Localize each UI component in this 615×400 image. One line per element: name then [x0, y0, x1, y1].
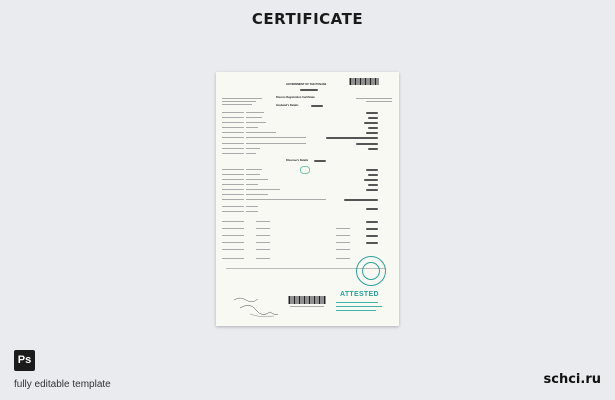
urdu-row-label	[366, 112, 378, 114]
form-row	[256, 221, 270, 222]
form-row	[222, 132, 244, 133]
form-row	[222, 127, 244, 128]
attest-seal-icon	[356, 256, 386, 286]
divorcee-details-heading: Divorcee's Details	[286, 159, 309, 162]
urdu-row-label	[366, 132, 378, 134]
urdu-divorcee-heading	[314, 160, 326, 162]
form-row	[336, 228, 350, 229]
form-row	[222, 117, 244, 118]
gov-title: GOVERNMENT OF THE PUNJAB	[286, 83, 327, 86]
form-row	[222, 148, 244, 149]
attested-stamp: ATTESTED	[340, 291, 379, 298]
form-row	[246, 148, 260, 149]
urdu-row-label	[368, 184, 378, 186]
form-row	[222, 174, 244, 175]
form-row	[246, 189, 280, 190]
form-row	[222, 179, 244, 180]
urdu-row-label	[368, 117, 378, 119]
form-row	[246, 122, 266, 123]
urdu-row-label	[366, 169, 378, 171]
urdu-row-label	[366, 242, 378, 244]
form-row	[222, 184, 244, 185]
info-line	[222, 101, 256, 102]
form-row	[246, 179, 268, 180]
form-row	[336, 258, 350, 259]
certificate-document	[216, 72, 399, 326]
info-line	[222, 104, 252, 105]
info-line	[222, 98, 262, 99]
site-watermark: schci.ru	[543, 372, 601, 387]
form-row	[256, 249, 270, 250]
attest-line	[336, 306, 382, 307]
form-row	[246, 211, 258, 212]
info-line	[356, 98, 392, 99]
form-row	[246, 169, 262, 170]
husband-details-heading: Husband's Details	[276, 104, 299, 107]
form-row	[246, 143, 306, 144]
form-row	[256, 228, 270, 229]
form-row	[222, 194, 244, 195]
form-row	[246, 199, 326, 200]
form-row	[256, 242, 270, 243]
form-row	[222, 199, 244, 200]
urdu-row-label	[364, 122, 378, 124]
urdu-row-label	[366, 208, 378, 210]
urdu-row-label	[368, 127, 378, 129]
form-row	[222, 221, 244, 222]
attest-line	[336, 310, 376, 311]
form-row	[222, 143, 244, 144]
urdu-husband-heading	[311, 105, 323, 107]
barcode-number	[290, 306, 324, 307]
form-row	[256, 258, 270, 259]
urdu-row-label	[368, 174, 378, 176]
urdu-row-label	[366, 235, 378, 237]
urdu-row-label	[356, 143, 378, 145]
form-row	[246, 174, 260, 175]
form-row	[246, 153, 256, 154]
form-row	[222, 249, 244, 250]
form-row	[246, 132, 276, 133]
green-stamp-icon	[300, 166, 310, 174]
form-row	[246, 112, 264, 113]
form-row	[246, 137, 306, 138]
form-row	[222, 112, 244, 113]
form-row	[222, 153, 244, 154]
urdu-header-text	[300, 89, 318, 91]
urdu-row-label	[364, 179, 378, 181]
form-row	[222, 211, 244, 212]
bottom-barcode	[288, 296, 326, 304]
top-barcode	[349, 78, 379, 85]
form-row	[256, 235, 270, 236]
photoshop-icon: Ps	[14, 350, 35, 371]
page-title: CERTIFICATE	[251, 10, 364, 28]
urdu-row-label	[366, 189, 378, 191]
form-row	[222, 137, 244, 138]
form-row	[222, 228, 244, 229]
form-row	[222, 169, 244, 170]
form-row	[222, 235, 244, 236]
form-row	[336, 249, 350, 250]
form-row	[222, 258, 244, 259]
urdu-row-label	[366, 228, 378, 230]
form-row	[222, 242, 244, 243]
urdu-row-label	[344, 199, 378, 201]
form-row	[246, 117, 262, 118]
urdu-row-label	[326, 137, 378, 139]
editable-template-label: fully editable template	[14, 379, 111, 390]
signature-icon	[230, 294, 280, 320]
form-row	[246, 206, 258, 207]
form-row	[222, 206, 244, 207]
form-row	[246, 184, 258, 185]
certificate-title: Divorce Registration Certificate	[276, 96, 315, 99]
info-line	[366, 101, 392, 102]
form-row	[246, 127, 258, 128]
form-row	[336, 235, 350, 236]
form-row	[246, 194, 268, 195]
form-row	[336, 242, 350, 243]
attest-line	[336, 302, 378, 303]
urdu-row-label	[368, 148, 378, 150]
urdu-row-label	[366, 221, 378, 223]
form-row	[222, 189, 244, 190]
form-row	[222, 122, 244, 123]
